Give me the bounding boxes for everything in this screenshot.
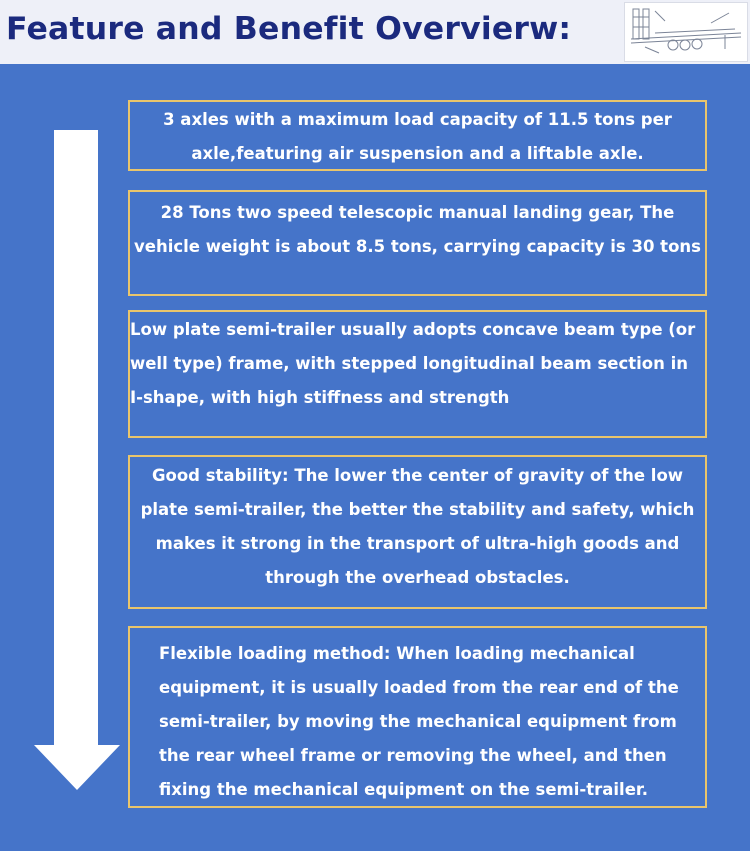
trailer-drawing-icon <box>624 2 748 62</box>
feature-text: Flexible loading method: When loading mechanical equipment, it is usually loaded from the rear end of the semi-trailer, by moving the mechanical equipment from the rear wheel frame or removing the wheel, and then fixing the mechanical equipment on the semi-trailer. <box>159 644 679 799</box>
page-title: Feature and Benefit Overvierw: <box>6 11 572 47</box>
feature-card-loading <box>128 626 707 808</box>
feature-card-stability <box>128 455 707 609</box>
feature-card-landing-gear <box>128 190 707 296</box>
feature-text: Low plate semi-trailer usually adopts concave beam type (or well type) frame, with stepped longitudinal beam section in I-shape, with high stiffness and strength <box>130 320 696 407</box>
header-bar <box>0 0 750 64</box>
feature-text: 3 axles with a maximum load capacity of 11.5 tons per axle,featuring air suspension and a liftable axle. <box>163 110 672 163</box>
feature-card-axles <box>128 100 707 171</box>
feature-card-frame <box>128 310 707 438</box>
down-arrow-icon <box>34 130 120 792</box>
feature-text: 28 Tons two speed telescopic manual landing gear, The vehicle weight is about 8.5 tons, carrying capacity is 30 tons <box>134 203 701 256</box>
feature-text: Good stability: The lower the center of gravity of the low plate semi-trailer, the better the stability and safety, which makes it strong in the transport of ultra-high goods and through the overhead obstacles. <box>140 466 695 587</box>
